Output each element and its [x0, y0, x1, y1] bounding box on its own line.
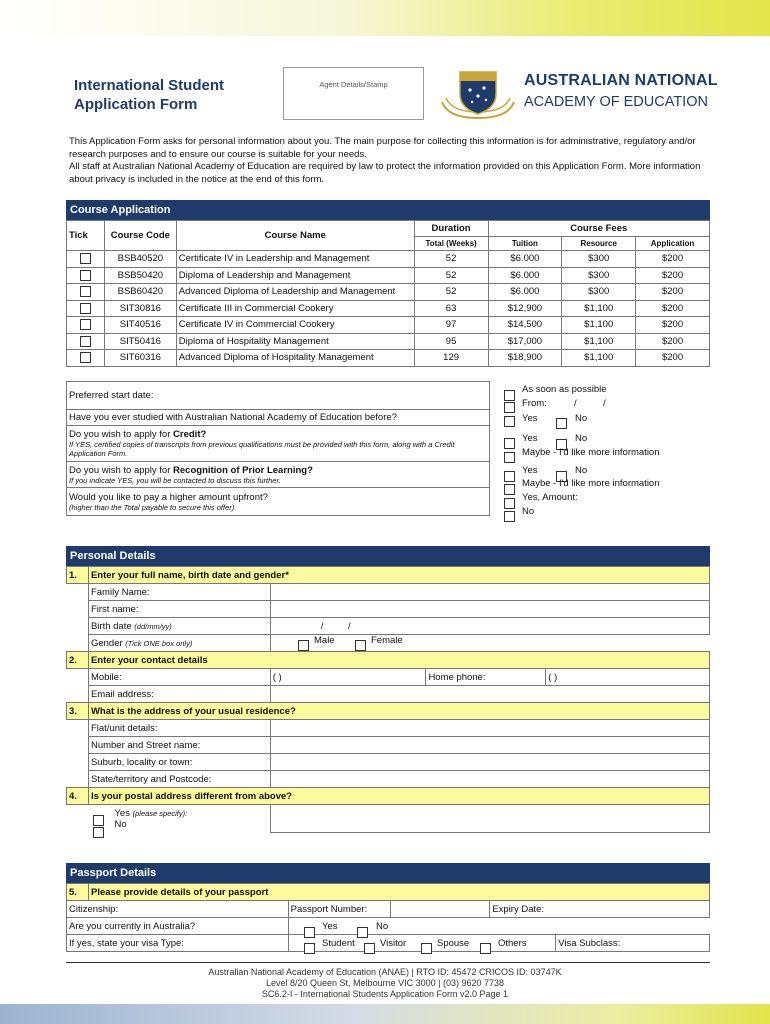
- upfront-yes-checkbox[interactable]: [504, 498, 515, 509]
- australia-no-label: No: [376, 921, 389, 932]
- in-australia-label: Are you currently in Australia?: [67, 918, 289, 935]
- gender-label: [88, 635, 270, 652]
- course-code: SIT40516: [104, 317, 176, 334]
- tick-cell: [67, 300, 105, 317]
- postal-yes-label: Yes: [114, 807, 130, 819]
- course-resource: $300: [562, 284, 636, 301]
- credit-yes-checkbox[interactable]: [504, 438, 515, 449]
- first-name-field[interactable]: [270, 601, 709, 618]
- course-code: BSB50420: [104, 267, 176, 284]
- from-date-checkbox[interactable]: [504, 402, 515, 413]
- stamp-label: Agent Details/Stamp: [319, 80, 388, 89]
- birth-date-field[interactable]: [270, 618, 709, 635]
- course-tuition: $6.000: [488, 251, 562, 268]
- q2-title: Enter your contact details: [88, 652, 709, 669]
- course-tuition: $6.000: [488, 267, 562, 284]
- intro-paragraph-2: All staff at Australian National Academy of Education are required by law to protect the information provided on this Application Form. More information about privacy is included in the notice at the end of this form.: [69, 161, 701, 185]
- rpl-maybe-label: Maybe - I'd like more information: [522, 478, 660, 489]
- birth-slash-1: /: [320, 620, 324, 632]
- course-resource: $1,100: [562, 317, 636, 334]
- upfront-yes-label: Yes, Amount:: [522, 492, 578, 503]
- asap-checkbox[interactable]: [504, 390, 515, 401]
- visa-others-label: Others: [498, 938, 527, 949]
- mobile-label: Mobile:: [88, 669, 270, 686]
- course-name: Advanced Diploma of Hospitality Management: [176, 350, 414, 367]
- course-row: [67, 350, 710, 367]
- mobile-field[interactable]: [270, 669, 426, 686]
- course-tick-checkbox[interactable]: [80, 336, 91, 347]
- course-application: $200: [636, 333, 710, 350]
- visa-visitor-checkbox[interactable]: [364, 943, 375, 954]
- course-row: [67, 300, 710, 317]
- q4-number: 4.: [67, 788, 89, 805]
- home-phone-label: Home phone:: [426, 669, 546, 686]
- course-table: [66, 220, 710, 367]
- date-slash-2: /: [603, 398, 606, 409]
- course-application: $200: [636, 300, 710, 317]
- female-checkbox[interactable]: [355, 640, 366, 651]
- rpl-question: [67, 462, 490, 488]
- gender-note: (Tick ONE box only): [125, 638, 193, 648]
- course-weeks: 52: [414, 251, 488, 268]
- footer-line-1: Australian National Academy of Education (ANAE) | RTO ID: 45472 CRICOS ID: 03747K: [208, 967, 562, 977]
- visa-spouse-label: Spouse: [437, 938, 470, 949]
- visa-student-label: Student: [322, 938, 355, 949]
- course-tick-checkbox[interactable]: [80, 253, 91, 264]
- footer-line-2: Level 8/20 Queen St, Melbourne VIC 3000 | (03) 9620 7738: [266, 978, 504, 988]
- top-gradient-bar: [0, 0, 770, 36]
- family-name-label: Family Name:: [88, 584, 270, 601]
- studied-yes-label: Yes: [522, 413, 538, 424]
- title-line-2: Application Form: [74, 96, 198, 113]
- footer-line-3: SC6.2-I - International Students Application Form v2.0 Page 1: [261, 989, 509, 999]
- home-area-code: ( ): [548, 671, 558, 683]
- course-weeks: 63: [414, 300, 488, 317]
- tick-cell: [67, 317, 105, 334]
- logo-text-line1: AUSTRALIAN NATIONAL: [524, 72, 718, 89]
- upfront-question: [67, 488, 490, 516]
- gender-text: Gender: [90, 637, 123, 649]
- tuition-header: Tuition: [488, 237, 562, 251]
- agent-stamp-box[interactable]: [283, 67, 424, 120]
- postal-yes-checkbox[interactable]: [93, 815, 104, 826]
- section-title: Personal Details: [70, 550, 156, 562]
- course-code: BSB60420: [104, 284, 176, 301]
- section-title: Course Application: [70, 204, 171, 216]
- bottom-gradient-bar: [0, 1004, 770, 1024]
- email-field[interactable]: [270, 686, 709, 703]
- course-tick-checkbox[interactable]: [80, 286, 91, 297]
- credit-no-label: No: [575, 433, 588, 444]
- duration-header: Duration: [414, 221, 488, 237]
- crest-icon: [438, 64, 518, 120]
- female-label: Female: [371, 635, 403, 646]
- credit-question: [67, 426, 490, 462]
- postal-address-field[interactable]: [270, 805, 709, 833]
- fees-header: Course Fees: [488, 221, 710, 237]
- suburb-field[interactable]: [270, 754, 709, 771]
- rpl-q-text: Do you wish to apply for: [69, 464, 174, 476]
- street-field[interactable]: [270, 737, 709, 754]
- postal-no-checkbox[interactable]: [93, 827, 104, 838]
- tick-cell: [67, 350, 105, 367]
- birth-date-label: [88, 618, 270, 635]
- credit-note: If YES, certified copies of transcripts from previous qualifications must be provided with this form, along with a Credit Application Form.: [69, 440, 455, 458]
- rpl-note: If you indicate YES, you will be contacted to discuss this further.: [69, 475, 281, 485]
- course-tuition: $6.000: [488, 284, 562, 301]
- upfront-note: (higher than the Total payable to secure this offer): [69, 502, 235, 512]
- course-row: [67, 267, 710, 284]
- passport-number-label: Passport Number:: [288, 901, 390, 918]
- visa-visitor-label: Visitor: [380, 938, 407, 949]
- upfront-no-checkbox[interactable]: [504, 511, 515, 522]
- tick-cell: [67, 284, 105, 301]
- code-header: Course Code: [104, 221, 176, 251]
- course-weeks: 129: [414, 350, 488, 367]
- state-label: State/territory and Postcode:: [88, 771, 270, 788]
- mobile-area-code: ( ): [272, 671, 282, 683]
- birth-date-text: Birth date: [90, 620, 132, 632]
- visa-student-checkbox[interactable]: [304, 943, 315, 954]
- suburb-label: Suburb, locality or town:: [88, 754, 270, 771]
- resource-header: Resource: [562, 237, 636, 251]
- course-weeks: 97: [414, 317, 488, 334]
- footer-divider: [66, 962, 710, 963]
- q4-title: Is your postal address different from above?: [88, 788, 709, 805]
- q5-title: Please provide details of your passport: [88, 884, 709, 901]
- q3-title: What is the address of your usual residence?: [88, 703, 709, 720]
- date-slash-1: /: [574, 398, 577, 409]
- visa-subclass-cell: [556, 935, 710, 952]
- application-header: Application: [636, 237, 710, 251]
- visa-type-label: If yes, state your visa Type:: [67, 935, 289, 952]
- flat-field[interactable]: [270, 720, 709, 737]
- q2-number: 2.: [67, 652, 89, 669]
- tick-cell: [67, 267, 105, 284]
- page-title: [74, 76, 224, 114]
- course-application: $200: [636, 284, 710, 301]
- from-label: From:: [522, 398, 547, 409]
- course-tick-checkbox[interactable]: [80, 270, 91, 281]
- course-name: Diploma of Leadership and Management: [176, 267, 414, 284]
- course-row: [67, 333, 710, 350]
- course-row: [67, 284, 710, 301]
- asap-label: As soon as possible: [522, 384, 607, 395]
- intro-paragraph-1: This Application Form asks for personal information about you. The main purpose for collecting this information is for administrative, regulatory and/or research purposes and to ensure our course is suitable for your needs.: [69, 136, 696, 160]
- credit-maybe-label: Maybe - I'd like more information: [522, 447, 660, 458]
- postal-no-label: No: [114, 818, 127, 830]
- expiry-label: Expiry Date:: [490, 901, 710, 918]
- course-row: [67, 251, 710, 268]
- course-name: Certificate IV in Leadership and Management: [176, 251, 414, 268]
- credit-maybe-checkbox[interactable]: [504, 452, 515, 463]
- credit-q-bold: Credit?: [173, 429, 207, 440]
- state-field[interactable]: [270, 771, 709, 788]
- studied-before-label: Have you ever studied with Australian National Academy of Education before?: [67, 410, 490, 426]
- course-name: Certificate III in Commercial Cookery: [176, 300, 414, 317]
- q1-number: 1.: [67, 567, 89, 584]
- course-tuition: $12,900: [488, 300, 562, 317]
- course-resource: $1,100: [562, 350, 636, 367]
- name-header: Course Name: [176, 221, 414, 251]
- course-resource: $300: [562, 267, 636, 284]
- logo-text-line2: ACADEMY OF EDUCATION: [524, 94, 708, 110]
- tick-header: Tick: [67, 221, 105, 251]
- course-weeks: 95: [414, 333, 488, 350]
- rpl-no-label: No: [575, 465, 588, 476]
- birth-slash-2: /: [348, 620, 351, 632]
- studied-yes-checkbox[interactable]: [504, 416, 515, 427]
- course-code: SIT60316: [104, 350, 176, 367]
- q5-number: 5.: [67, 884, 89, 901]
- visa-subclass-label: Visa Subclass:: [558, 937, 621, 949]
- title-line-1: International Student: [74, 77, 224, 94]
- section-title: Passport Details: [70, 867, 157, 879]
- upfront-no-label: No: [522, 506, 535, 517]
- studied-no-checkbox[interactable]: [556, 418, 567, 429]
- q3-number: 3.: [67, 703, 89, 720]
- personal-details-header: [66, 546, 710, 566]
- course-tick-checkbox[interactable]: [80, 303, 91, 314]
- rpl-yes-checkbox[interactable]: [504, 471, 515, 482]
- family-name-field[interactable]: [270, 584, 709, 601]
- street-label: Number and Street name:: [88, 737, 270, 754]
- home-phone-field[interactable]: [546, 669, 710, 686]
- passport-number-field[interactable]: [390, 901, 490, 918]
- start-date-label: Preferred start date:: [67, 382, 490, 410]
- visa-spouse-checkbox[interactable]: [421, 943, 432, 954]
- course-application: $200: [636, 267, 710, 284]
- australia-yes-label: Yes: [322, 921, 338, 932]
- course-weeks: 52: [414, 267, 488, 284]
- total-weeks-header: Total (Weeks): [414, 237, 488, 251]
- course-tick-checkbox[interactable]: [80, 319, 91, 330]
- tick-cell: [67, 333, 105, 350]
- page-footer: [0, 967, 770, 1000]
- postal-specify-note: (please specify):: [132, 808, 188, 818]
- course-code: SIT30816: [104, 300, 176, 317]
- passport-details-header: [66, 863, 710, 883]
- first-name-label: First name:: [88, 601, 270, 618]
- rpl-maybe-checkbox[interactable]: [504, 484, 515, 495]
- male-checkbox[interactable]: [298, 640, 309, 651]
- tick-cell: [67, 251, 105, 268]
- academy-logo: [438, 64, 718, 120]
- postal-options: [88, 805, 270, 833]
- rpl-q-bold: Recognition of Prior Learning?: [173, 464, 313, 476]
- course-code: BSB40520: [104, 251, 176, 268]
- flat-label: Flat/unit details:: [88, 720, 270, 737]
- q1-title: Enter your full name, birth date and gender*: [88, 567, 709, 584]
- personal-details-table: [66, 566, 710, 833]
- intro-text: [69, 136, 709, 186]
- course-weeks: 52: [414, 284, 488, 301]
- rpl-yes-label: Yes: [522, 465, 538, 476]
- course-application-header: [66, 200, 710, 220]
- course-name: Diploma of Hospitality Management: [176, 333, 414, 350]
- course-resource: $1,100: [562, 300, 636, 317]
- course-tuition: $17,000: [488, 333, 562, 350]
- course-tuition: $14,500: [488, 317, 562, 334]
- citizenship-label: Citizenship:: [67, 901, 289, 918]
- course-code: SIT50416: [104, 333, 176, 350]
- course-resource: $300: [562, 251, 636, 268]
- credit-yes-label: Yes: [522, 433, 538, 444]
- course-application: $200: [636, 317, 710, 334]
- course-row: [67, 317, 710, 334]
- course-application: $200: [636, 350, 710, 367]
- studied-no-label: No: [575, 413, 588, 424]
- course-name: Certificate IV in Commercial Cookery: [176, 317, 414, 334]
- course-name: Advanced Diploma of Leadership and Management: [176, 284, 414, 301]
- course-resource: $1,100: [562, 333, 636, 350]
- australia-yes-checkbox[interactable]: [304, 927, 315, 938]
- credit-q-text: Do you wish to apply for: [69, 429, 174, 440]
- course-tick-checkbox[interactable]: [80, 352, 91, 363]
- australia-no-checkbox[interactable]: [357, 927, 368, 938]
- male-label: Male: [314, 635, 335, 646]
- course-application: $200: [636, 251, 710, 268]
- upfront-q-text: Would you like to pay a higher amount upfront?: [69, 491, 268, 503]
- birth-date-format: (dd/mm/yy): [134, 621, 172, 631]
- course-tuition: $18,900: [488, 350, 562, 367]
- visa-others-checkbox[interactable]: [480, 943, 491, 954]
- email-label: Email address:: [88, 686, 270, 703]
